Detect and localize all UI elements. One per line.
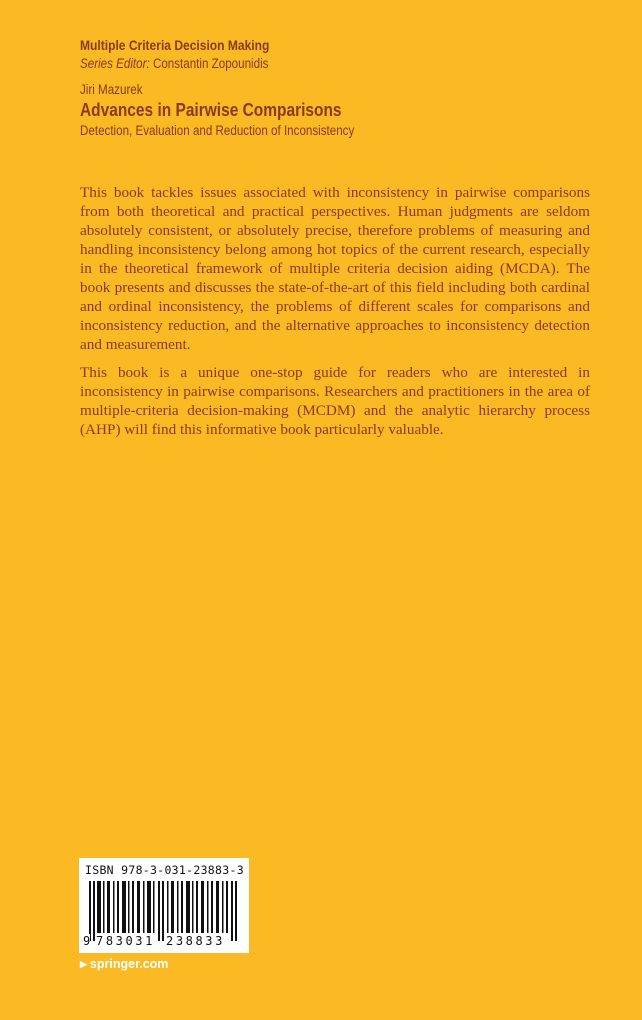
triangle-right-icon: ▶	[80, 959, 87, 969]
blurb	[80, 183, 590, 448]
barcode	[79, 858, 249, 953]
springer-link[interactable]	[80, 957, 168, 971]
book-subtitle: Detection, Evaluation and Reduction of Inconsistency	[80, 123, 355, 138]
ean-right-group: 238833	[166, 934, 225, 948]
blurb-paragraph-1: This book tackles issues associated with inconsistency in pairwise comparisons from both theoretical and practical perspectives. Human judgments are seldom absolutely consistent, or absolutely precise, therefore problems of measuring and handling inconsistency belong among hot topics of the current research, especially in the theoretical framework of multiple criteria decision aiding (MCDA). The book presents and discusses the state-of-the-art of this field including both cardinal and ordinal inconsistency, the problems of different scales for comparisons and inconsistency reduction, and the alternative approaches to inconsistency detection and measurement.	[80, 184, 590, 353]
ean-first-digit: 9	[83, 934, 91, 948]
series-editor	[80, 55, 510, 73]
isbn-label: ISBN 978-3-031-23883-3	[85, 863, 244, 877]
blurb-paragraph-2: This book is a unique one-stop guide for readers who are interested in inconsistency in pairwise comparisons. Researchers and practitioners in the area of multiple-criteria decision-making (MCDM) and the analytic hierarchy process (AHP) will find this informative book particularly valuable.	[80, 364, 590, 438]
springer-link-text: springer.com	[89, 957, 169, 971]
series-title: Multiple Criteria Decision Making	[80, 37, 270, 53]
ean-left-group: 783031	[96, 934, 155, 948]
book-author: Jiri Mazurek	[80, 82, 143, 97]
series-editor-label: Series Editor:	[80, 56, 150, 71]
header-block	[80, 36, 580, 140]
series-editor-name: Constantin Zopounidis	[152, 56, 269, 71]
barcode-bars-icon	[89, 881, 241, 941]
book-title: Advances in Pairwise Comparisons	[80, 100, 342, 120]
